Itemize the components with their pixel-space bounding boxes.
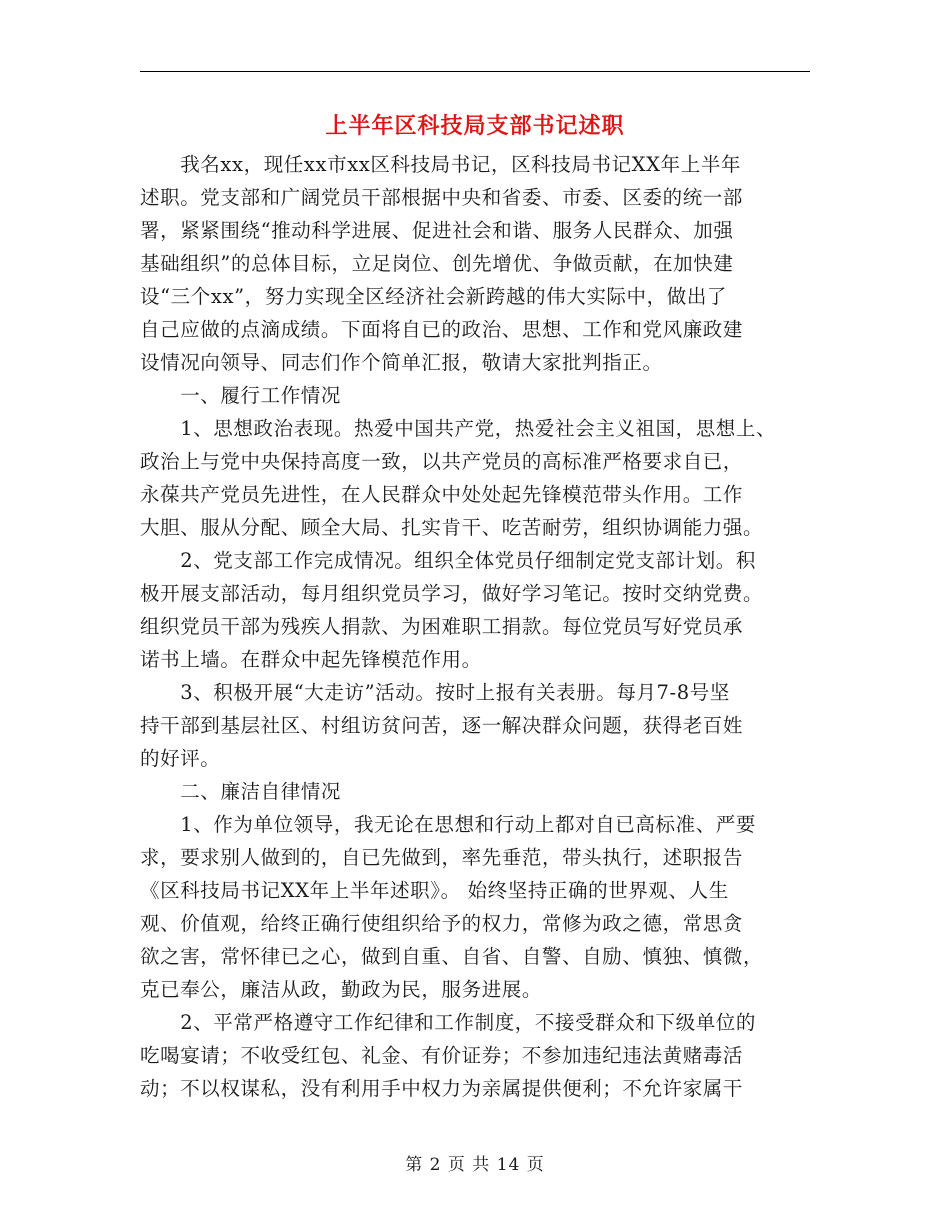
page-number-footer: 第 2 页 共 14 页 [405, 1155, 545, 1175]
body-line: 欲之害，常怀律已之心，做到自重、自省、自警、自励、慎独、慎微， [140, 945, 764, 968]
body-line: 克已奉公，廉洁从政，勤政为民，服务进展。 [140, 978, 543, 1001]
body-line: 设情况向领导、同志们作个简单汇报，敬请大家批判指正。 [140, 351, 663, 374]
body-line: 《区科技局书记XX年上半年述职》。 始终坚持正确的世界观、人生 [140, 879, 729, 902]
body-line: 政治上与党中央保持高度一致，以共产党员的高标准严格要求自已， [140, 450, 744, 473]
body-line: 组织党员干部为残疾人捐款、为困难职工捐款。每位党员写好党员承 [140, 615, 744, 638]
body-line: 述职。党支部和广阔党员干部根据中央和省委、市委、区委的统一部 [140, 186, 744, 209]
body-line: 1、作为单位领导，我无论在思想和行动上都对自已高标准、严要 [140, 813, 757, 836]
body-line: 我名xx，现任xx市xx区科技局书记，区科技局书记XX年上半年 [140, 153, 742, 176]
body-line: 诺书上墙。在群众中起先锋模范作用。 [140, 648, 482, 671]
body-line: 自己应做的点滴成绩。下面将自已的政治、思想、工作和党风廉政建 [140, 318, 744, 341]
body-line: 求，要求别人做到的，自已先做到，率先垂范，带头执行，述职报告 [140, 846, 744, 869]
section-heading: 一、履行工作情况 [140, 384, 342, 407]
body-line: 设“三个xx”，努力实现全区经济社会新跨越的伟大实际中，做出了 [140, 285, 728, 308]
body-line: 永葆共产党员先进性，在人民群众中处处起先锋模范带头作用。工作 [140, 483, 744, 506]
body-line: 2、党支部工作完成情况。组织全体党员仔细制定党支部计划。积 [140, 549, 757, 572]
section-heading: 二、廉洁自律情况 [140, 780, 342, 803]
document-title: 上半年区科技局支部书记述职 [325, 113, 625, 139]
body-line: 持干部到基层社区、村组访贫问苦，逐一解决群众问题，获得老百姓 [140, 714, 744, 737]
header-rule [140, 71, 810, 72]
body-line: 1、思想政治表现。热爱中国共产党，热爱社会主义祖国，思想上、 [140, 417, 777, 440]
body-line: 吃喝宴请；不收受红包、礼金、有价证券；不参加违纪违法黄赌毒活 [140, 1044, 744, 1067]
body-line: 动；不以权谋私，没有利用手中权力为亲属提供便利；不允许家属干 [140, 1077, 744, 1100]
body-line: 极开展支部活动，每月组织党员学习，做好学习笔记。按时交纳党费。 [140, 582, 764, 605]
body-line: 3、积极开展“大走访”活动。按时上报有关表册。每月7-8号坚 [140, 681, 730, 704]
body-line: 署，紧紧围绕“推动科学进展、促进社会和谐、服务人民群众、加强 [140, 219, 734, 242]
body-line: 的好评。 [140, 747, 221, 770]
body-line: 基础组织”的总体目标，立足岗位、创先增优、争做贡献，在加快建 [140, 252, 734, 275]
body-line: 2、平常严格遵守工作纪律和工作制度，不接受群众和下级单位的 [140, 1011, 757, 1034]
body-line: 观、价值观，给终正确行使组织给予的权力，常修为政之德，常思贪 [140, 912, 744, 935]
body-line: 大胆、服从分配、顾全大局、扎实肯干、吃苦耐劳，组织协调能力强。 [140, 516, 764, 539]
